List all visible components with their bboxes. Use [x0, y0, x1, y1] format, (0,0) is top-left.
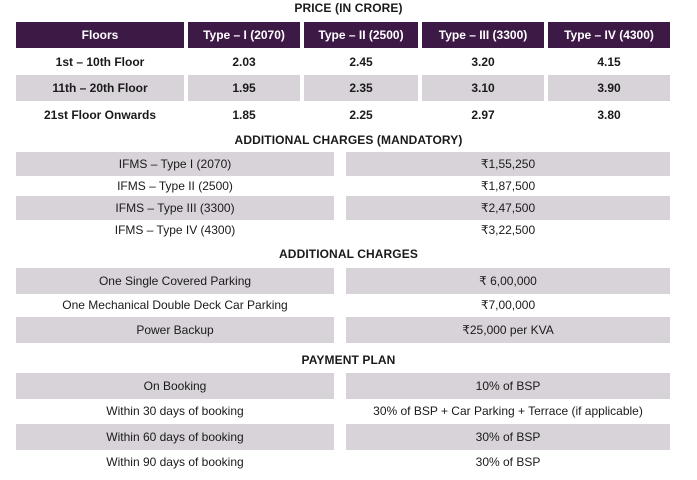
price-cell: 2.45 [349, 55, 373, 69]
mandatory-value: ₹3,22,500 [480, 223, 536, 237]
price-cell: 1.95 [188, 75, 300, 101]
mandatory-title: ADDITIONAL CHARGES (MANDATORY) [234, 133, 463, 147]
price-cell: 2.03 [232, 55, 256, 69]
payment-label: Within 60 days of booking [16, 424, 334, 450]
price-cell: 3.20 [471, 55, 495, 69]
additional-value: ₹25,000 per KVA [346, 317, 670, 343]
price-row-floor: 11th – 20th Floor [16, 75, 184, 101]
payment-value: 30% of BSP [346, 424, 670, 450]
mandatory-label: IFMS – Type II (2500) [117, 179, 233, 193]
header-type-2: Type – II (2500) [304, 22, 418, 48]
mandatory-value: ₹2,47,500 [346, 196, 670, 220]
price-cell: 3.10 [422, 75, 544, 101]
price-cell: 4.15 [597, 55, 621, 69]
price-cell: 2.97 [471, 108, 495, 122]
mandatory-value: ₹1,55,250 [346, 152, 670, 176]
price-cell: 2.35 [304, 75, 418, 101]
additional-value: ₹ 6,00,000 [346, 268, 670, 294]
price-cell: 2.25 [349, 108, 373, 122]
additional-label: One Mechanical Double Deck Car Parking [62, 298, 288, 312]
additional-title: ADDITIONAL CHARGES [279, 247, 418, 261]
price-cell: 1.85 [232, 108, 256, 122]
header-type-4: Type – IV (4300) [548, 22, 670, 48]
payment-title: PAYMENT PLAN [301, 353, 396, 367]
price-cell: 3.80 [597, 108, 621, 122]
additional-value: ₹7,00,000 [480, 298, 536, 312]
header-type-1: Type – I (2070) [188, 22, 300, 48]
payment-label: On Booking [16, 373, 334, 399]
payment-value: 10% of BSP [346, 373, 670, 399]
mandatory-value: ₹1,87,500 [480, 179, 536, 193]
price-cell: 3.90 [548, 75, 670, 101]
price-row-floor: 21st Floor Onwards [43, 108, 157, 122]
mandatory-label: IFMS – Type III (3300) [16, 196, 334, 220]
mandatory-label: IFMS – Type IV (4300) [114, 223, 236, 237]
payment-value: 30% of BSP + Car Parking + Terrace (if applicable) [373, 404, 643, 418]
payment-label: Within 90 days of booking [106, 455, 244, 469]
additional-label: One Single Covered Parking [16, 268, 334, 294]
mandatory-label: IFMS – Type I (2070) [16, 152, 334, 176]
payment-value: 30% of BSP [475, 455, 541, 469]
additional-label: Power Backup [16, 317, 334, 343]
price-row-floor: 1st – 10th Floor [55, 55, 145, 69]
header-type-3: Type – III (3300) [422, 22, 544, 48]
payment-label: Within 30 days of booking [106, 404, 244, 418]
header-floors: Floors [16, 22, 184, 48]
price-title: PRICE (IN CRORE) [294, 1, 403, 15]
